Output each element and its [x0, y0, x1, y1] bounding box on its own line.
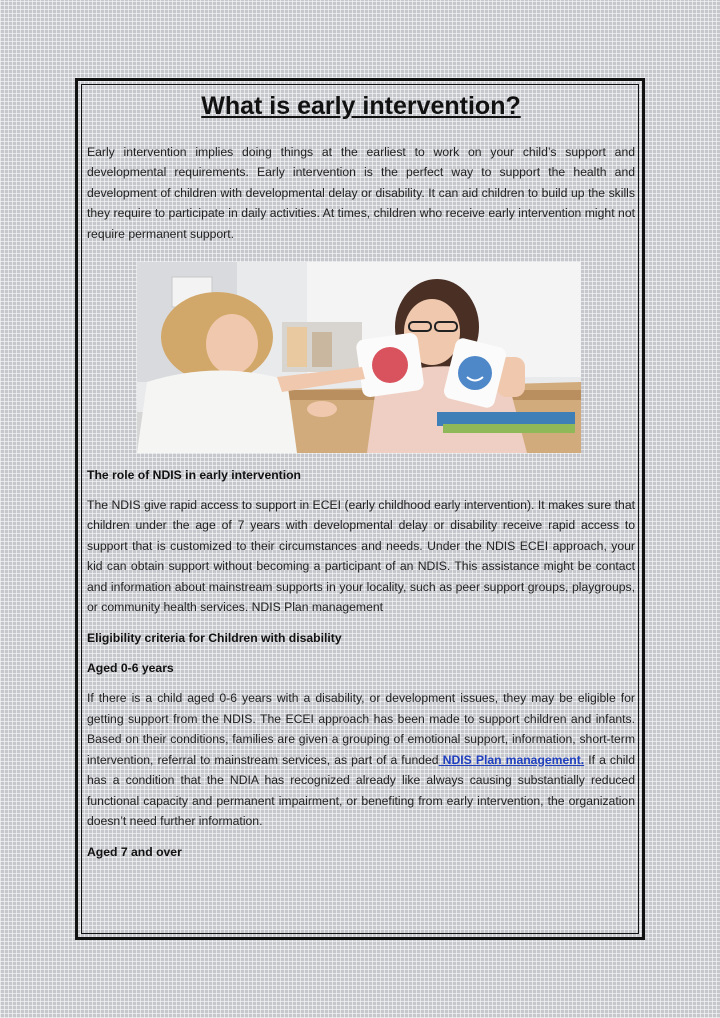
child-therapist-photo: [137, 262, 581, 453]
page-title: What is early intervention?: [201, 92, 521, 120]
section-heading-aged-0-6: Aged 0-6 years: [87, 661, 174, 676]
section-heading-aged-7-over: Aged 7 and over: [87, 845, 182, 860]
section-heading-eligibility: Eligibility criteria for Children with disability: [87, 631, 342, 646]
document-content: [87, 88, 635, 862]
intro-paragraph: Early intervention implies doing things at the earliest to work on your child’s support and developmental requirements. Early intervention is the perfect way to support the health and development of children with developmental delay or disability. It can aid children to build up the skills they require to participate in daily activities. At times, children who receive early intervention might not require permanent support.: [87, 145, 635, 241]
aged-0-6-paragraph: [87, 688, 635, 831]
ndis-plan-management-link[interactable]: NDIS Plan management.: [438, 752, 585, 767]
aged-text-after: If a child has a condition that the NDIA has recognized already like always causing substantially reduced functional capacity and permanent impairment, or benefiting from early intervention, the organization doesn’t need further information.: [87, 752, 635, 828]
aged-text-before: If there is a child aged 0-6 years with a disability, or development issues, they may be eligible for getting support from the NDIS. The ECEI approach has been made to support children and infants. Based on their conditions, families are given a grouping of emotional support, information, short-term intervention, referral to mainstream services, as part of a funded: [87, 691, 635, 767]
ndis-role-paragraph: The NDIS give rapid access to support in ECEI (early childhood early intervention). It makes sure that children under the age of 7 years with developmental delay or disability receive rapid access to support that is customized to their circumstances and needs. Under the NDIS ECEI approach, your kid can obtain support without becoming a participant of an NDIS. This assistance might be contact and information about mainstream supports in your locality, such as peer support groups, playgroups, or community health services. NDIS Plan management: [87, 498, 635, 615]
section-heading-ndis-role: The role of NDIS in early intervention: [87, 468, 301, 483]
